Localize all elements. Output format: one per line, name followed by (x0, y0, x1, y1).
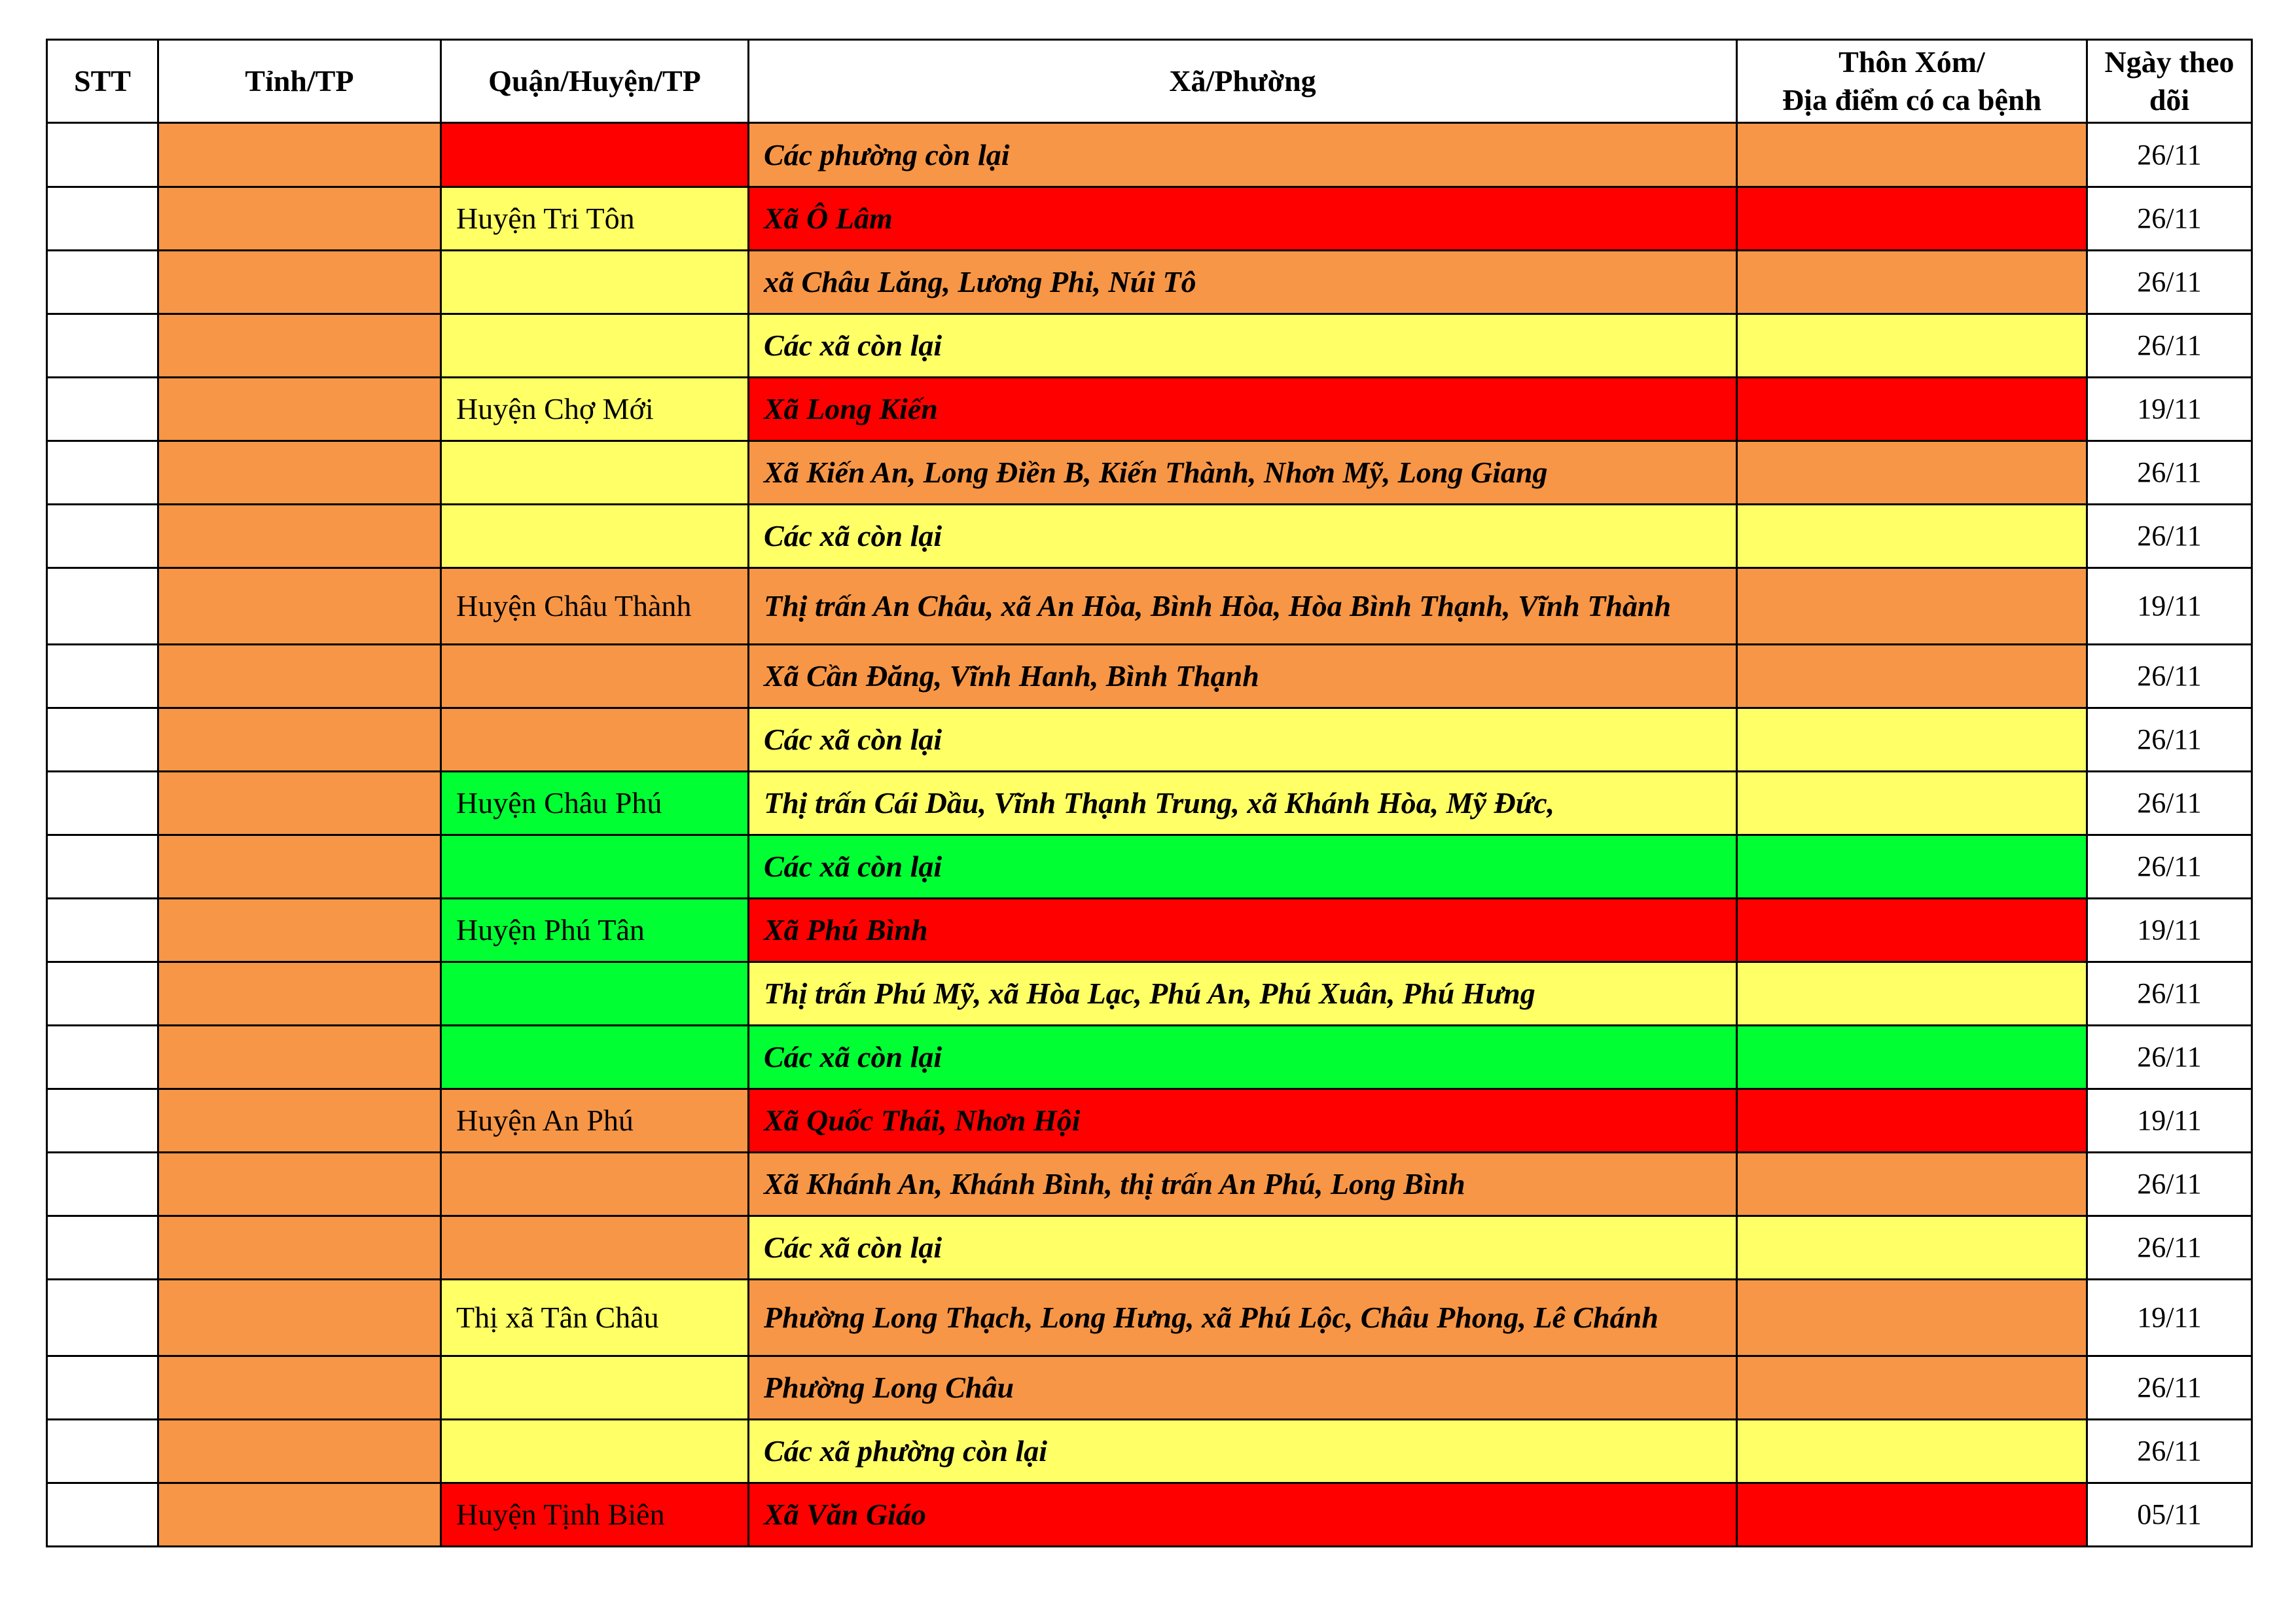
date-cell: 19/11 (2087, 899, 2252, 962)
stt-cell (47, 123, 158, 187)
stt-cell (47, 187, 158, 251)
province-cell (158, 899, 441, 962)
province-cell (158, 1153, 441, 1216)
ward-cell: Xã Quốc Thái, Nhơn Hội (749, 1089, 1737, 1153)
stt-cell (47, 251, 158, 314)
stt-cell (47, 899, 158, 962)
location-cell (1737, 378, 2087, 441)
table-row (47, 123, 2252, 187)
district-cell (441, 251, 749, 314)
ward-cell: Các xã còn lại (749, 1026, 1737, 1089)
ward-cell: Xã Long Kiến (749, 378, 1737, 441)
province-cell (158, 251, 441, 314)
table-row (47, 1356, 2252, 1420)
province-cell (158, 835, 441, 899)
stt-cell (47, 772, 158, 835)
table-row (47, 645, 2252, 708)
location-cell (1737, 1153, 2087, 1216)
date-cell: 26/11 (2087, 505, 2252, 568)
location-cell (1737, 251, 2087, 314)
ward-cell: Các xã còn lại (749, 708, 1737, 772)
location-cell (1737, 899, 2087, 962)
table-row (47, 1153, 2252, 1216)
location-cell (1737, 1356, 2087, 1420)
stt-cell (47, 1356, 158, 1420)
table-row (47, 1089, 2252, 1153)
date-cell: 19/11 (2087, 1089, 2252, 1153)
district-cell (441, 708, 749, 772)
table-row (47, 1280, 2252, 1356)
stt-cell (47, 314, 158, 378)
location-cell (1737, 1089, 2087, 1153)
header-location-line2: Địa điểm có ca bệnh (1782, 83, 2042, 117)
table-row (47, 899, 2252, 962)
stt-cell (47, 441, 158, 505)
district-cell (441, 123, 749, 187)
date-cell: 26/11 (2087, 1026, 2252, 1089)
district-cell (441, 1420, 749, 1483)
province-cell (158, 505, 441, 568)
location-cell (1737, 772, 2087, 835)
ward-cell: Thị trấn An Châu, xã An Hòa, Bình Hòa, Hòa Bình Thạnh, Vĩnh Thành (749, 568, 1737, 645)
date-cell: 26/11 (2087, 1153, 2252, 1216)
location-cell (1737, 123, 2087, 187)
table-row (47, 708, 2252, 772)
date-cell: 26/11 (2087, 187, 2252, 251)
province-cell (158, 962, 441, 1026)
district-cell: Huyện Châu Phú (441, 772, 749, 835)
district-cell (441, 962, 749, 1026)
location-cell (1737, 1280, 2087, 1356)
stt-cell (47, 568, 158, 645)
location-cell (1737, 1420, 2087, 1483)
stt-cell (47, 1153, 158, 1216)
header-row (47, 40, 2252, 123)
table-row (47, 441, 2252, 505)
table-row (47, 251, 2252, 314)
header-location (1737, 40, 2087, 123)
date-cell: 05/11 (2087, 1483, 2252, 1547)
district-cell (441, 314, 749, 378)
header-location-line1: Thôn Xóm/ (1839, 45, 1985, 79)
outbreak-status-table (46, 39, 2253, 1547)
province-cell (158, 1420, 441, 1483)
stt-cell (47, 645, 158, 708)
date-cell: 26/11 (2087, 441, 2252, 505)
district-cell (441, 1216, 749, 1280)
location-cell (1737, 187, 2087, 251)
district-cell (441, 1356, 749, 1420)
ward-cell: Thị trấn Cái Dầu, Vĩnh Thạnh Trung, xã Khánh Hòa, Mỹ Đức, (749, 772, 1737, 835)
stt-cell (47, 1089, 158, 1153)
location-cell (1737, 1026, 2087, 1089)
header-date-line1: Ngày theo (2104, 45, 2234, 79)
table-row (47, 1420, 2252, 1483)
ward-cell: Các xã còn lại (749, 835, 1737, 899)
date-cell: 26/11 (2087, 645, 2252, 708)
district-cell: Huyện Tri Tôn (441, 187, 749, 251)
date-cell: 26/11 (2087, 251, 2252, 314)
ward-cell: Thị trấn Phú Mỹ, xã Hòa Lạc, Phú An, Phú Xuân, Phú Hưng (749, 962, 1737, 1026)
district-cell: Huyện Tịnh Biên (441, 1483, 749, 1547)
date-cell: 19/11 (2087, 378, 2252, 441)
district-cell: Huyện Chợ Mới (441, 378, 749, 441)
province-cell (158, 187, 441, 251)
province-cell (158, 378, 441, 441)
ward-cell: Các xã phường còn lại (749, 1420, 1737, 1483)
stt-cell (47, 1280, 158, 1356)
district-cell: Thị xã Tân Châu (441, 1280, 749, 1356)
table-row (47, 962, 2252, 1026)
header-district: Quận/Huyện/TP (441, 40, 749, 123)
table-row (47, 505, 2252, 568)
table-row (47, 1026, 2252, 1089)
province-cell (158, 1483, 441, 1547)
date-cell: 26/11 (2087, 1420, 2252, 1483)
location-cell (1737, 441, 2087, 505)
district-cell (441, 1026, 749, 1089)
date-cell: 26/11 (2087, 314, 2252, 378)
header-stt: STT (47, 40, 158, 123)
district-cell: Huyện Phú Tân (441, 899, 749, 962)
stt-cell (47, 962, 158, 1026)
stt-cell (47, 708, 158, 772)
ward-cell: Xã Ô Lâm (749, 187, 1737, 251)
province-cell (158, 1216, 441, 1280)
province-cell (158, 772, 441, 835)
stt-cell (47, 1216, 158, 1280)
table-row (47, 835, 2252, 899)
location-cell (1737, 962, 2087, 1026)
location-cell (1737, 568, 2087, 645)
header-ward: Xã/Phường (749, 40, 1737, 123)
province-cell (158, 708, 441, 772)
date-cell: 26/11 (2087, 1356, 2252, 1420)
stt-cell (47, 1483, 158, 1547)
date-cell: 26/11 (2087, 772, 2252, 835)
province-cell (158, 123, 441, 187)
province-cell (158, 1280, 441, 1356)
date-cell: 19/11 (2087, 568, 2252, 645)
province-cell (158, 1089, 441, 1153)
table-row (47, 568, 2252, 645)
location-cell (1737, 314, 2087, 378)
district-cell (441, 1153, 749, 1216)
district-cell (441, 505, 749, 568)
date-cell: 26/11 (2087, 962, 2252, 1026)
table-row (47, 772, 2252, 835)
location-cell (1737, 835, 2087, 899)
header-date (2087, 40, 2252, 123)
province-cell (158, 1026, 441, 1089)
province-cell (158, 1356, 441, 1420)
ward-cell: Phường Long Thạch, Long Hưng, xã Phú Lộc, Châu Phong, Lê Chánh (749, 1280, 1737, 1356)
location-cell (1737, 1483, 2087, 1547)
date-cell: 26/11 (2087, 1216, 2252, 1280)
stt-cell (47, 505, 158, 568)
location-cell (1737, 708, 2087, 772)
header-province: Tỉnh/TP (158, 40, 441, 123)
province-cell (158, 314, 441, 378)
ward-cell: Xã Văn Giáo (749, 1483, 1737, 1547)
date-cell: 26/11 (2087, 123, 2252, 187)
province-cell (158, 568, 441, 645)
ward-cell: Các xã còn lại (749, 505, 1737, 568)
table-row (47, 187, 2252, 251)
ward-cell: xã Châu Lăng, Lương Phi, Núi Tô (749, 251, 1737, 314)
stt-cell (47, 835, 158, 899)
location-cell (1737, 1216, 2087, 1280)
province-cell (158, 645, 441, 708)
ward-cell: Các xã còn lại (749, 314, 1737, 378)
table-row (47, 314, 2252, 378)
district-cell (441, 645, 749, 708)
table-row (47, 1483, 2252, 1547)
location-cell (1737, 645, 2087, 708)
date-cell: 19/11 (2087, 1280, 2252, 1356)
district-cell: Huyện An Phú (441, 1089, 749, 1153)
ward-cell: Phường Long Châu (749, 1356, 1737, 1420)
district-cell (441, 441, 749, 505)
table-row (47, 378, 2252, 441)
location-cell (1737, 505, 2087, 568)
ward-cell: Các xã còn lại (749, 1216, 1737, 1280)
stt-cell (47, 378, 158, 441)
ward-cell: Xã Kiến An, Long Điền B, Kiến Thành, Nhơn Mỹ, Long Giang (749, 441, 1737, 505)
ward-cell: Xã Cần Đăng, Vĩnh Hanh, Bình Thạnh (749, 645, 1737, 708)
ward-cell: Xã Phú Bình (749, 899, 1737, 962)
district-cell: Huyện Châu Thành (441, 568, 749, 645)
ward-cell: Các phường còn lại (749, 123, 1737, 187)
table-row (47, 1216, 2252, 1280)
header-date-line2: dõi (2149, 83, 2190, 117)
date-cell: 26/11 (2087, 708, 2252, 772)
district-cell (441, 835, 749, 899)
stt-cell (47, 1026, 158, 1089)
ward-cell: Xã Khánh An, Khánh Bình, thị trấn An Phú, Long Bình (749, 1153, 1737, 1216)
date-cell: 26/11 (2087, 835, 2252, 899)
stt-cell (47, 1420, 158, 1483)
province-cell (158, 441, 441, 505)
